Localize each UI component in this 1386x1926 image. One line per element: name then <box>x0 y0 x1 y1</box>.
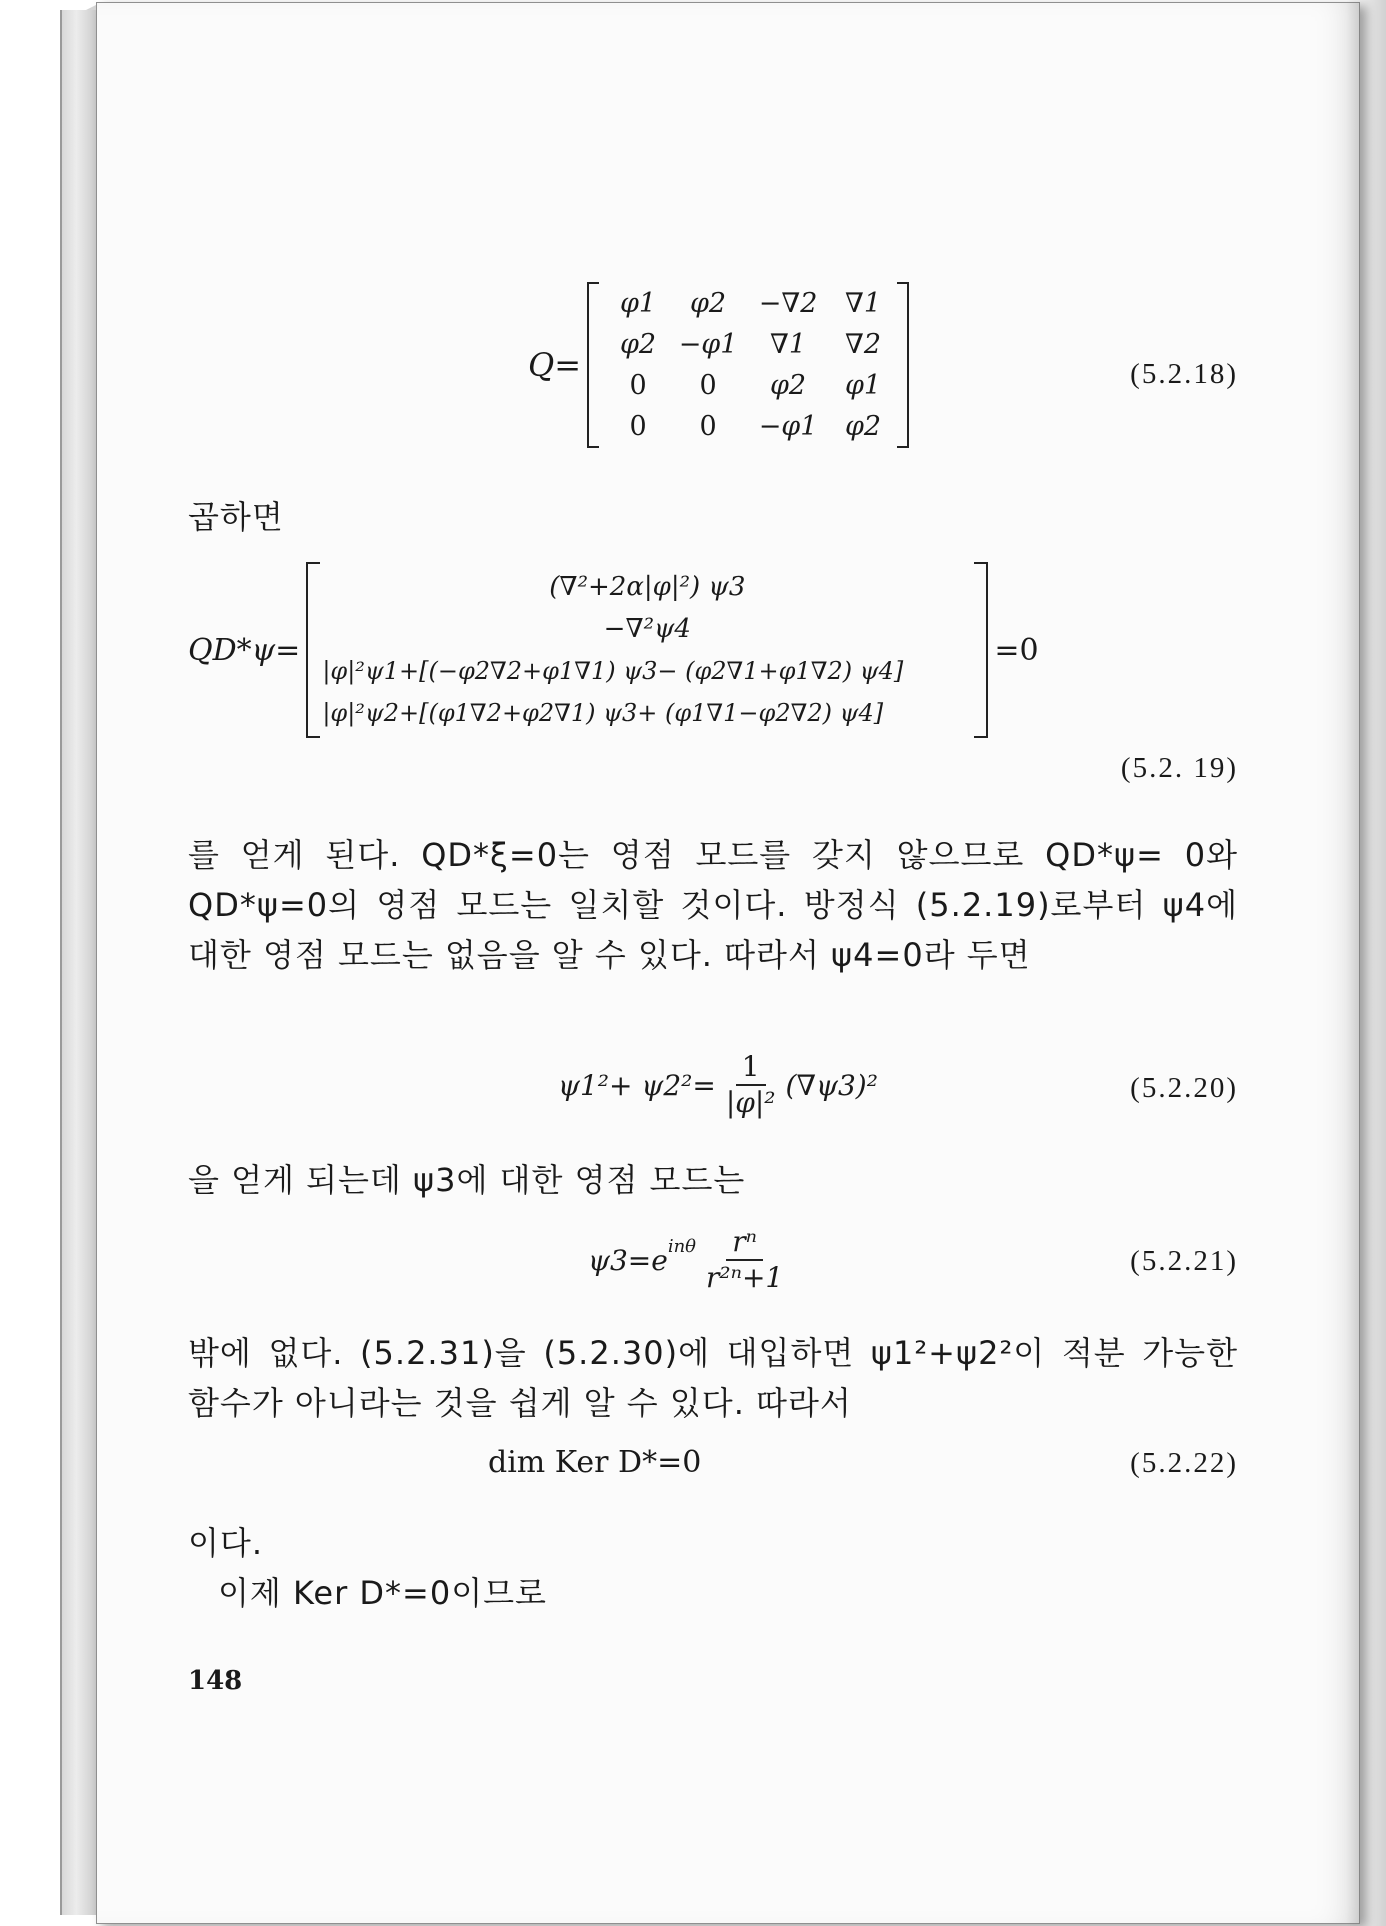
fraction-numerator: 1 <box>736 1050 766 1086</box>
vector-bracket <box>306 562 988 738</box>
fraction <box>720 1050 782 1120</box>
matrix-cell: 0 <box>629 370 647 401</box>
exponent: inθ <box>667 1235 696 1257</box>
paragraph-4: 밖에 없다. (5.2.31)을 (5.2.30)에 대입하면 ψ1²+ψ2²이 적분 가능한 함수가 아니라는 것을 쉽게 알 수 있다. 따라서 <box>188 1334 1238 1422</box>
equation-5-2-19 <box>188 562 1238 784</box>
fraction-denominator: r²ⁿ+1 <box>706 1261 784 1294</box>
equation-5-2-22 <box>188 1445 1238 1495</box>
matrix-cell: 0 <box>699 370 717 401</box>
vector-row: −∇²ψ4 <box>603 614 691 644</box>
equation-lhs: ψ3=e <box>588 1243 668 1277</box>
matrix-cell: φ2 <box>690 288 727 319</box>
equation-number: (5.2.21) <box>1130 1245 1238 1277</box>
vector-row: (∇²+2α|φ|²) ψ3 <box>549 572 746 602</box>
paragraph-2: 를 얻게 된다. QD*ξ=0는 영점 모드를 갖지 않으므로 QD*ψ= 0와 QD*ψ=0의 영점 모드는 일치할 것이다. 방정식 (5.2.19)로부터 ψ4에 대한 영점 모드는 없음을 알 수 있다. 따라서 ψ4=0라 두면 <box>188 836 1238 974</box>
matrix-grid <box>603 282 893 448</box>
fraction <box>700 1225 789 1295</box>
equation-number: (5.2.18) <box>1130 358 1238 390</box>
equation-lhs: Q= <box>528 346 582 384</box>
equation-number: (5.2.20) <box>1130 1072 1238 1104</box>
equation-5-2-18 <box>188 250 1238 480</box>
matrix-cell: φ2 <box>845 411 882 442</box>
matrix-cell: φ2 <box>620 329 657 360</box>
matrix-cell: 0 <box>699 411 717 442</box>
equation-5-2-20 <box>188 1050 1238 1130</box>
vector-row: |φ|²ψ2+[(φ1∇2+φ2∇1) ψ3+ (φ1∇1−φ2∇2) ψ4] <box>322 699 884 727</box>
matrix-cell: ∇2 <box>845 329 882 360</box>
paragraph-6: 이제 Ker D*=0이므로 <box>218 1574 547 1612</box>
matrix-cell: ∇1 <box>845 288 882 319</box>
equation-number: (5.2. 19) <box>1120 752 1238 784</box>
matrix-cell: −φ1 <box>758 411 818 442</box>
matrix-cell: −φ1 <box>678 329 738 360</box>
matrix-cell: 0 <box>629 411 647 442</box>
equation-lhs: ψ1²+ ψ2²= <box>558 1068 716 1102</box>
page-number: 148 <box>188 1666 243 1696</box>
paragraph-5: 이다. <box>188 1524 263 1562</box>
matrix-bracket <box>587 282 909 448</box>
fraction-denominator: |φ|² <box>725 1086 776 1119</box>
matrix-cell: φ2 <box>770 370 807 401</box>
equation-text: dim Ker D*=0 <box>488 1445 702 1480</box>
paragraph-3: 을 얻게 되는데 ψ3에 대한 영점 모드는 <box>188 1161 746 1199</box>
fraction-numerator: rⁿ <box>726 1225 763 1261</box>
equation-5-2-21 <box>188 1225 1238 1315</box>
matrix-cell: φ1 <box>620 288 657 319</box>
vector-row: |φ|²ψ1+[(−φ2∇2+φ1∇1) ψ3− (φ2∇1+φ1∇2) ψ4] <box>322 657 904 685</box>
matrix-cell: ∇1 <box>770 329 807 360</box>
equation-number: (5.2.22) <box>1130 1447 1238 1479</box>
matrix-cell: φ1 <box>845 370 882 401</box>
matrix-cell: −∇2 <box>758 288 818 319</box>
equation-rest: (∇ψ3)² <box>785 1068 878 1102</box>
equation-rhs: =0 <box>994 632 1039 668</box>
equation-lhs: QD*ψ= <box>188 632 301 668</box>
page-edge-shadow <box>1346 0 1386 1926</box>
paragraph-1: 곱하면 <box>188 498 284 536</box>
book-spine <box>60 10 98 1915</box>
